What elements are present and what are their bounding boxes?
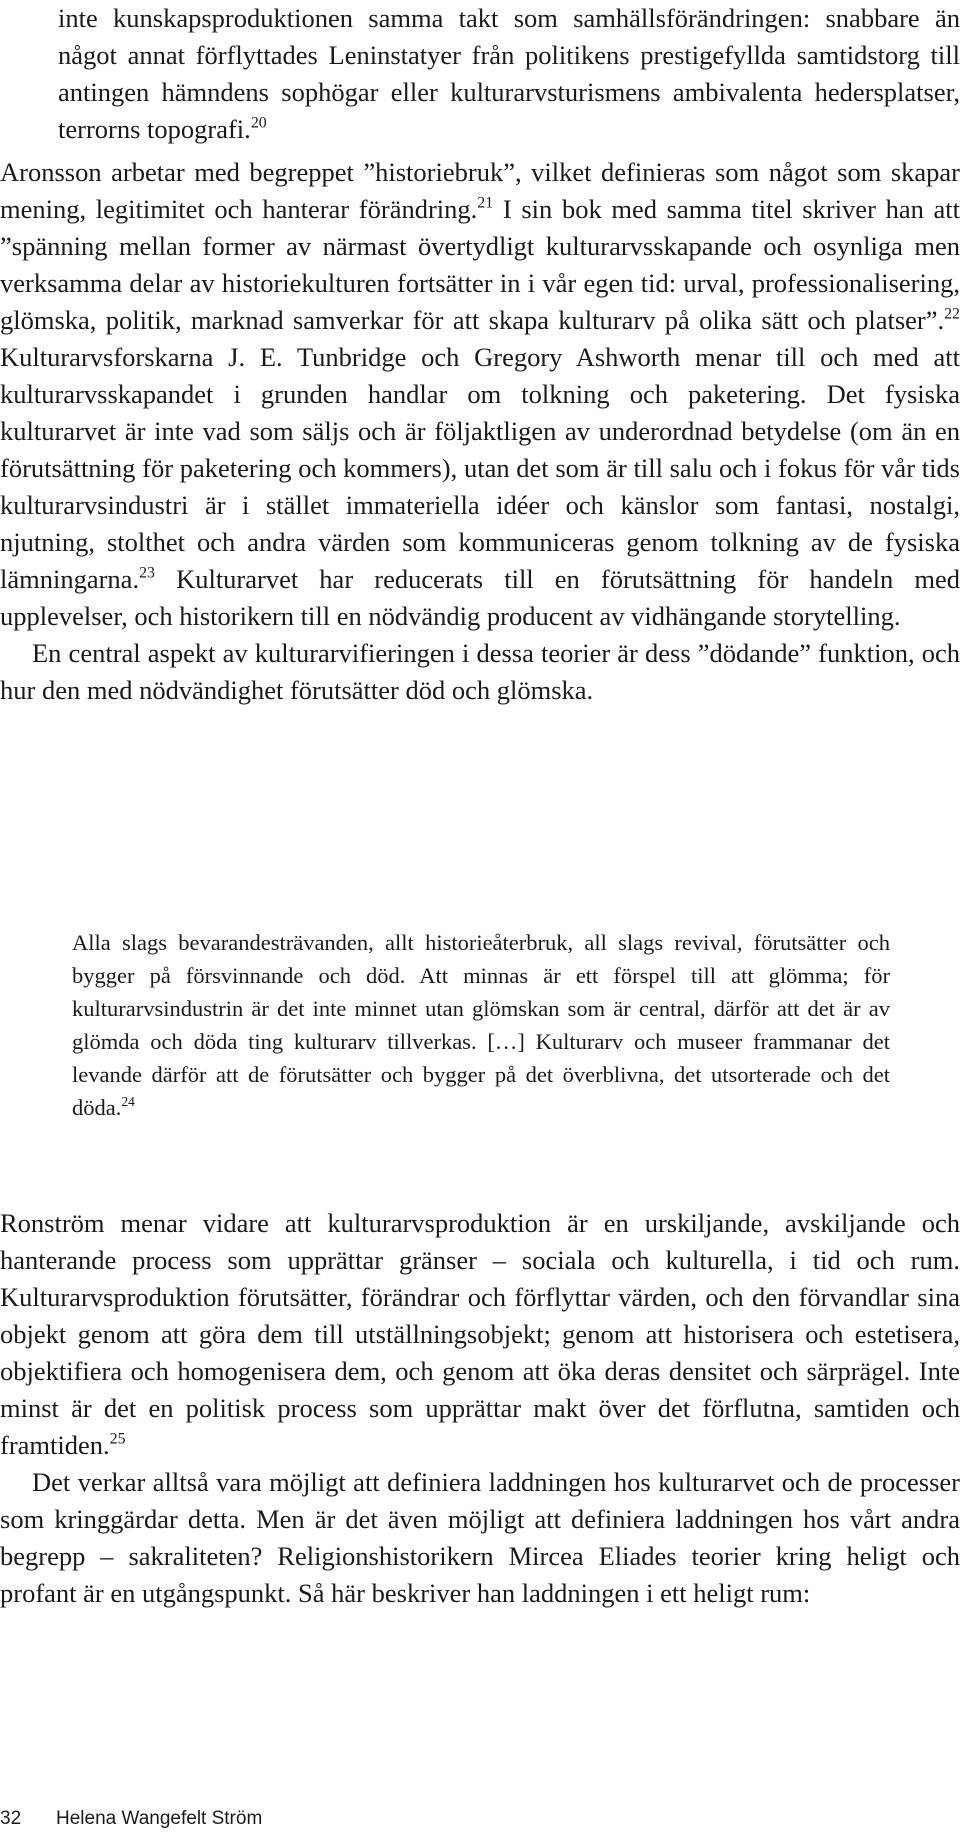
paragraph-continued — [0, 0, 960, 148]
paragraph-ronstrom — [0, 1205, 960, 1612]
quote-text: Alla slags bevarandesträvanden, allt historieåterbruk, all slags revival, förutsätter och bygger på försvinnande och död. Att minnas är ett förspel till att glömma; för kulturarvsindustrin är det inte minnet utan glömskan som är central, därför att det är av glömda och döda ting kulturarv tillverkas. […] Kulturarv och museer frammanar det levande därför att de förutsätter och bygger på det överblivna, det utsorterade och det döda. — [72, 930, 890, 1120]
paragraph-text: Det verkar alltså vara möjligt att definiera laddningen hos kulturarvet och de processer som kringgärdar detta. Men är det även möjligt att definiera laddningen hos vårt andra begrepp – sakraliteten? Religionshistorikern Mircea Eliades teorier kring heligt och profant är en utgångspunkt. Så här beskriver han laddningen i ett heligt rum: — [0, 1467, 960, 1608]
page-number: 32 — [0, 1808, 22, 1829]
footnote-ref: 23 — [139, 564, 155, 582]
paragraph-text: Kulturarvsforskarna J. E. Tunbridge och Gregory Ashworth menar till och med att kulturarvsskapandet i grunden handlar om tolkning och paketering. Det fysiska kulturarvet är inte vad som säljs och är följaktligen av underordnad betydelse (om än en förutsättning för paketering och kommers), utan det som är till salu och i fokus för vår tids kulturarvsindustri är i stället immateriella idéer och känslor som fantasi, nostalgi, njutning, stolthet och andra värden som kommuniceras genom tolkning av de fysiska lämningarna. — [0, 342, 960, 594]
footnote-ref: 25 — [109, 1430, 126, 1448]
footnote-ref: 24 — [121, 1094, 135, 1110]
running-author: Helena Wangefelt Ström — [56, 1808, 263, 1829]
paragraph-text: I sin bok med samma titel skriver han att ”spänning mellan former av närmast övertydligt kulturarvsskapande och osynliga men verksamma delar av historiekulturen fortsätter in i vår egen tid: urval, professionalisering, glömska, politik, marknad samverkar för att skapa kulturarv på olika sätt och platser”. — [0, 194, 960, 335]
page-footer — [0, 1808, 262, 1830]
paragraph-text: inte kunskapsproduktionen samma takt som samhällsförändringen: snabbare än något annat förflyttades Leninstatyer från politikens prestigefyllda samtidstorg till antingen hämndens sophögar eller kulturarvsturismens ambivalenta hedersplatser, terrorns topografi. — [58, 3, 960, 144]
block-quote — [72, 926, 890, 1124]
paragraph-text: Ronström menar vidare att kulturarvsproduktion är en urskiljande, avskiljande och hanterande process som upprättar gränser – sociala och kulturella, i tid och rum. Kulturarvsproduktion förutsätter, förändrar och förflyttar värden, och den förvandlar sina objekt genom att göra dem till utställningsobjekt; genom att historisera och estetisera, objektifiera och homogenisera dem, och genom att öka deras densitet och särprägel. Inte minst är det en politisk process som upprättar makt över det förflutna, samtiden och framtiden. — [0, 1208, 960, 1460]
paragraph-text: Aronsson arbetar med begreppet ”historiebruk”, vilket definieras som något som skapar mening, legitimitet och hanterar förändring. — [0, 157, 960, 224]
paragraph-text: Kulturarvet har reducerats till en förutsättning för handeln med upplevelser, och historikern till en nödvändig producent av vidhängande storytelling. — [0, 564, 960, 631]
paragraph-sakralitet — [0, 1464, 960, 1612]
paragraph-text: En central aspekt av kulturarvifieringen i dessa teorier är dess ”dödande” funktion, och hur den med nödvändighet förutsätter död och glömska. — [0, 638, 960, 705]
paragraph-historiebruk — [0, 154, 960, 709]
footnote-ref: 21 — [477, 194, 494, 212]
footnote-ref: 20 — [250, 114, 267, 132]
paragraph-dodande — [0, 635, 960, 709]
footnote-ref: 22 — [944, 305, 960, 323]
